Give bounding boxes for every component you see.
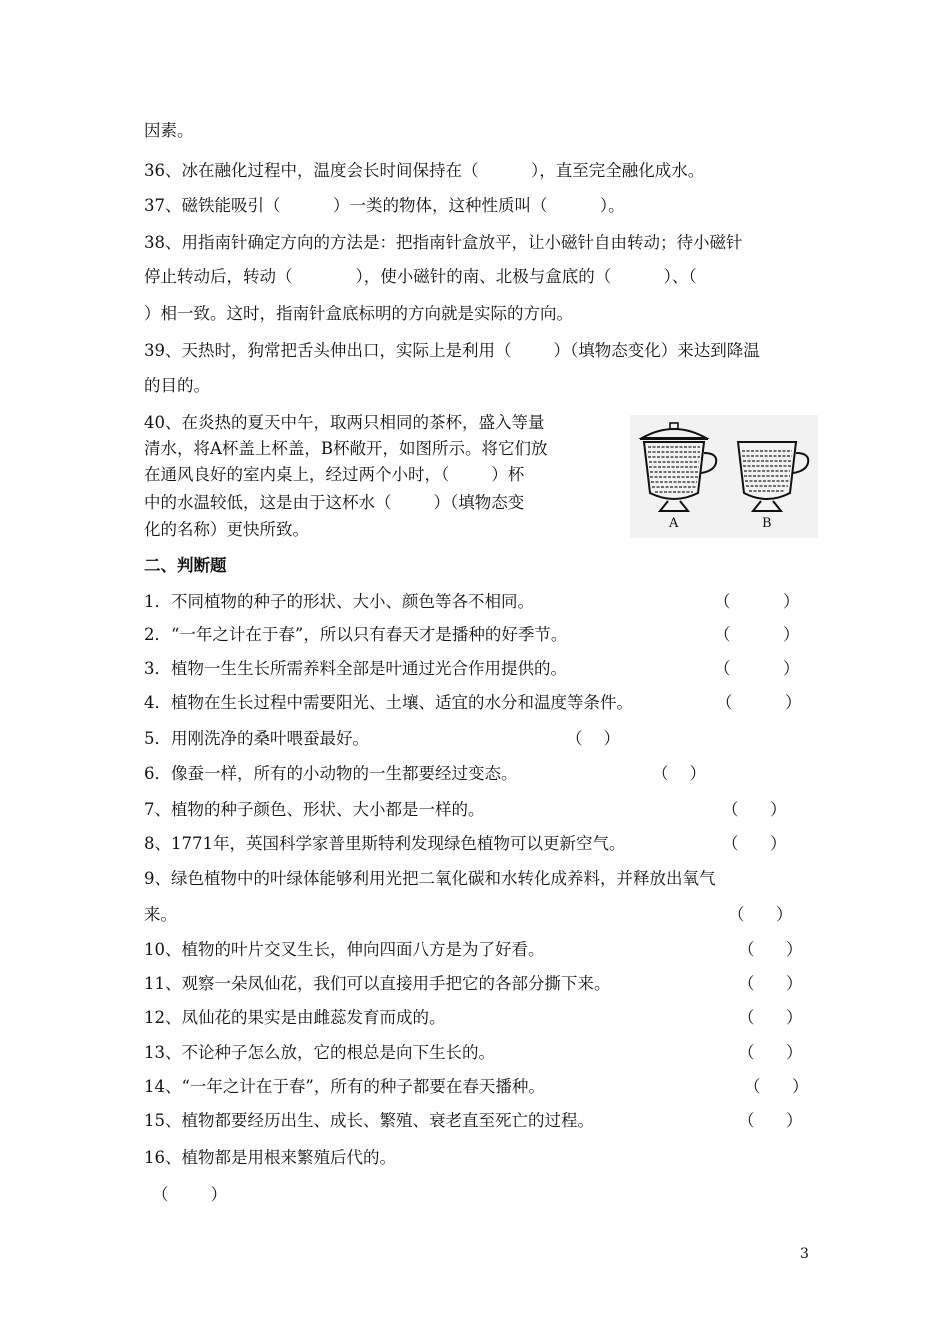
answer-paren-10[interactable]: （ ） [738, 940, 803, 959]
judgement-question-3: 3．植物一生生长所需养料全部是叶通过光合作用提供的。 [144, 659, 567, 678]
judgement-question-5: 5．用刚洗净的桑叶喂蚕最好。 [144, 729, 369, 748]
answer-paren-7[interactable]: （ ） [722, 800, 787, 819]
answer-paren-1[interactable]: （ ） [714, 592, 800, 611]
question-38-line-3: ）相一致。这时，指南针盒底标明的方向就是实际的方向。 [144, 304, 573, 323]
judgement-question-1: 1．不同植物的种子的形状、大小、颜色等各不相同。 [144, 592, 534, 611]
judgement-question-9-tail: 来。 [144, 905, 177, 924]
judgement-question-16: 16、植物都是用根来繁殖后代的。 [144, 1148, 396, 1167]
answer-paren-15[interactable]: （ ） [738, 1111, 803, 1130]
cup-a-label: A [669, 516, 679, 531]
answer-paren-3[interactable]: （ ） [714, 659, 800, 678]
judgement-question-4: 4．植物在生长过程中需要阳光、土壤、适宜的水分和温度等条件。 [144, 693, 633, 712]
judgement-question-7: 7、植物的种子颜色、形状、大小都是一样的。 [144, 800, 485, 819]
question-38-line-1: 38、用指南针确定方向的方法是：把指南针盒放平，让小磁针自由转动；待小磁针 [144, 233, 743, 252]
answer-paren-4[interactable]: （ ） [716, 693, 802, 712]
answer-paren-8[interactable]: （ ） [722, 834, 787, 853]
answer-paren-16[interactable]: （ ） [152, 1185, 227, 1204]
question-40-line-3: 在通风良好的室内桌上，经过两个小时，（ ）杯 [144, 465, 525, 484]
answer-paren-11[interactable]: （ ） [738, 974, 803, 993]
question-37: 37、磁铁能吸引（ ）一类的物体，这种性质叫（ ）。 [144, 196, 625, 215]
judgement-question-11: 11、观察一朵凤仙花，我们可以直接用手把它的各部分撕下来。 [144, 974, 611, 993]
judgement-question-15: 15、植物都要经历出生、成长、繁殖、衰老直至死亡的过程。 [144, 1111, 594, 1130]
cup-b-label: B [762, 516, 772, 531]
answer-paren-5[interactable]: （ ） [566, 729, 620, 748]
judgement-question-2: 2．“一年之计在于春”，所以只有春天才是播种的好季节。 [144, 625, 568, 644]
judgement-question-6: 6．像蚕一样，所有的小动物的一生都要经过变态。 [144, 764, 518, 783]
answer-paren-2[interactable]: （ ） [714, 625, 800, 644]
section-title-judgement: 二、判断题 [144, 556, 227, 575]
judgement-question-14: 14、“一年之计在于春”，所有的种子都要在春天播种。 [144, 1077, 545, 1096]
judgement-question-13: 13、不论种子怎么放，它的根总是向下生长的。 [144, 1043, 495, 1062]
judgement-question-10: 10、植物的叶片交叉生长，伸向四面八方是为了好看。 [144, 940, 545, 959]
page-number: 3 [800, 1246, 809, 1262]
question-39-line-1: 39、天热时，狗常把舌头伸出口，实际上是利用（ ）（填物态变化）来达到降温 [144, 341, 760, 360]
question-40-line-4: 中的水温较低，这是由于这杯水（ ）（填物态变 [144, 493, 525, 512]
judgement-question-9: 9、绿色植物中的叶绿体能够利用光把二氧化碳和水转化成养料，并释放出氧气 [144, 869, 716, 888]
question-40-line-2: 清水，将A杯盖上杯盖，B杯敞开，如图所示。将它们放 [144, 439, 548, 458]
judgement-question-8: 8、1771年，英国科学家普里斯特利发现绿色植物可以更新空气。 [144, 834, 626, 853]
answer-paren-9[interactable]: （ ） [728, 905, 793, 924]
question-36: 36、冰在融化过程中，温度会长时间保持在（ ），直至完全融化成水。 [144, 161, 705, 180]
question-40-line-5: 化的名称）更快所致。 [144, 520, 309, 539]
question-40-line-1: 40、在炎热的夏天中午，取两只相同的茶杯，盛入等量 [144, 413, 545, 432]
tea-cups-figure [630, 415, 818, 538]
judgement-question-12: 12、凤仙花的果实是由雌蕊发育而成的。 [144, 1008, 446, 1027]
answer-paren-12[interactable]: （ ） [738, 1008, 803, 1027]
question-39-line-2: 的目的。 [144, 376, 210, 395]
tea-cups-illustration [630, 415, 818, 538]
question-38-line-2: 停止转动后，转动（ ），使小磁针的南、北极与盒底的（ ）、（ [144, 267, 697, 286]
answer-paren-14[interactable]: （ ） [744, 1077, 809, 1096]
question-35-tail: 因素。 [144, 121, 194, 140]
answer-paren-13[interactable]: （ ） [738, 1043, 803, 1062]
answer-paren-6[interactable]: （ ） [652, 764, 706, 783]
